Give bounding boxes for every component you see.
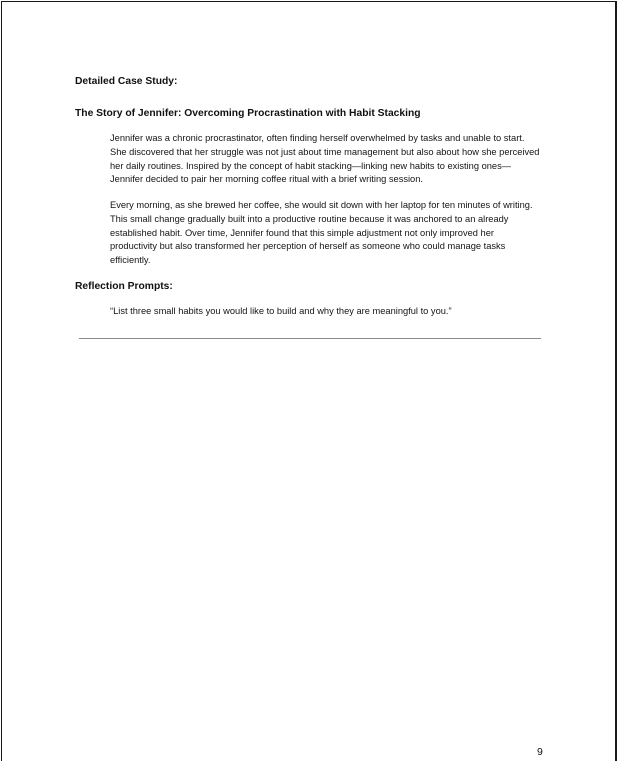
story-paragraph: Jennifer was a chronic procrastinator, often finding herself overwhelmed by tasks and unable to start. She discovered that her struggle was not just about time management but also about how she perceived her daily routines. Inspired by the concept of habit stacking—linking new habits to existing ones—Jennifer decided to pair her morning coffee ritual with a brief writing session. xyxy=(110,133,540,185)
case-study-heading: Detailed Case Study: xyxy=(75,76,178,87)
reflection-heading: Reflection Prompts: xyxy=(75,281,173,292)
story-title: The Story of Jennifer: Overcoming Procrastination with Habit Stacking xyxy=(75,108,421,119)
story-paragraph: Every morning, as she brewed her coffee, she would sit down with her laptop for ten minutes of writing. This small change gradually built into a productive routine because it was anchored to an already established habit. Over time, Jennifer found that this simple adjustment not only improved her productivity but also transformed her perception of herself as someone who could manage tasks efficiently. xyxy=(110,200,533,266)
page-number: 9 xyxy=(537,746,543,758)
horizontal-divider xyxy=(79,338,541,339)
reflection-prompt: “List three small habits you would like to build and why they are meaningful to you.” xyxy=(110,306,452,316)
document-page xyxy=(1,1,617,761)
